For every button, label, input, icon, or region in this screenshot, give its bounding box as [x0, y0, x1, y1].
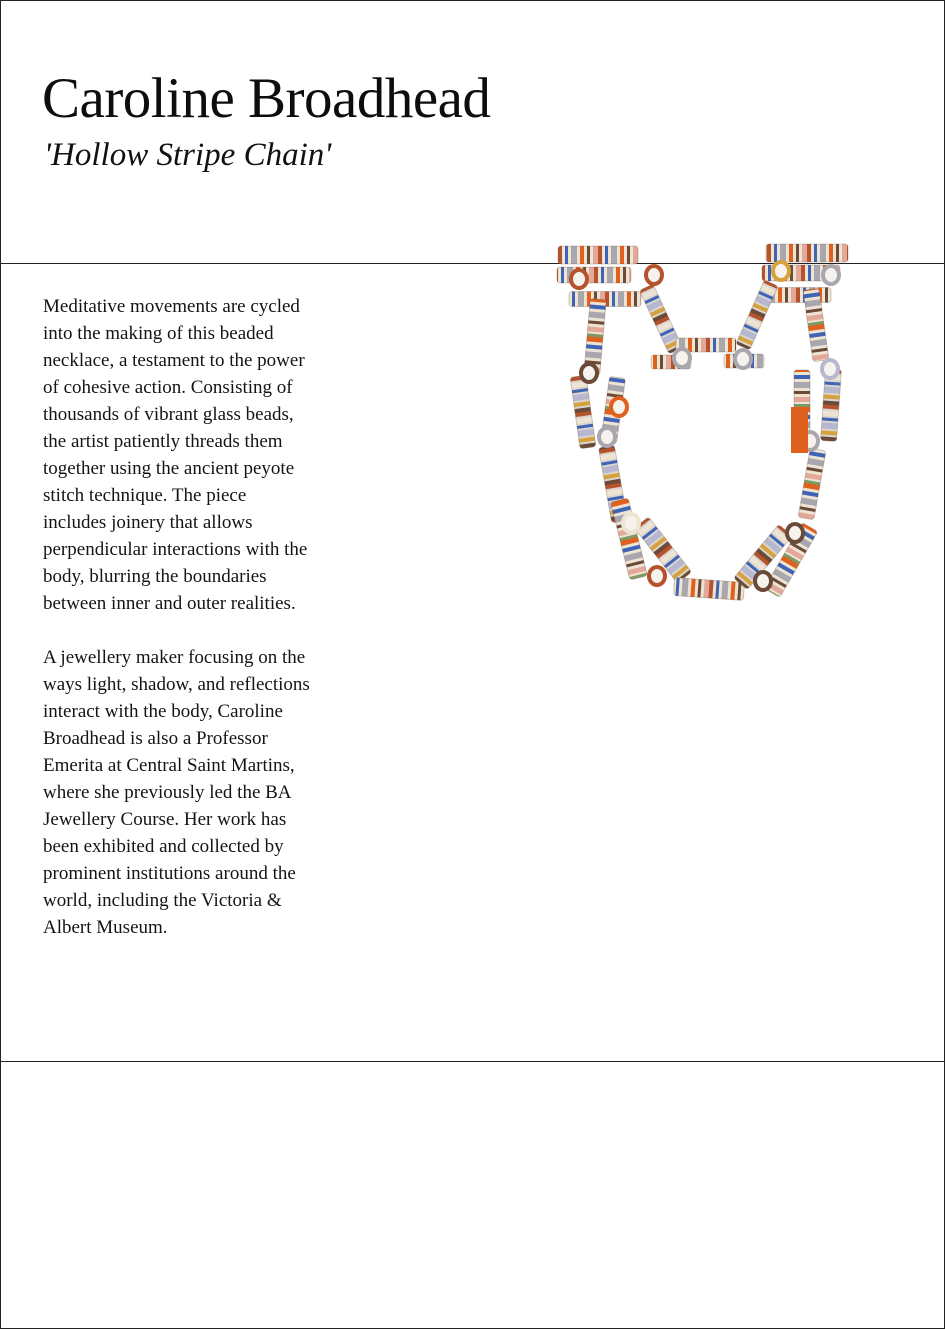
bead-ring [649, 567, 665, 585]
bead-tube [570, 375, 596, 449]
bead-ring [571, 270, 587, 288]
bead-ring [822, 360, 838, 378]
orange-bead-section [791, 407, 808, 453]
bead-ring [611, 398, 627, 416]
bead-ring [735, 350, 751, 368]
bead-ring [623, 514, 639, 532]
necklace-illustration [549, 237, 869, 617]
bead-ring [599, 428, 615, 446]
bead-tube [673, 578, 744, 601]
bead-ring [773, 262, 789, 280]
bead-ring [674, 349, 690, 367]
description-paragraph-2: A jewellery maker focusing on the ways light, shadow, and reflections interact with the body, Caroline Broadhead is also a Professor Emerita at Central Saint Martins, where she previously led the BA Jewellery Course. Her work has been exhibited and collected by prominent institutions around the world, including the Victoria & Albert Museum. [43, 647, 310, 938]
description-paragraph-1: Meditative movements are cycled into the making of this beaded necklace, a testament to the power of cohesive action. Consisting of thousands of vibrant glass beads, the artist patiently threads them together using the ancient peyote stitch technique. The piece includes joinery that allows perpendicular interactions with the body, blurring the boundaries between inner and outer realities. [43, 296, 308, 614]
bead-tube [611, 498, 648, 580]
bead-tube [798, 448, 826, 520]
bead-tube [557, 267, 631, 283]
bead-ring [646, 266, 662, 284]
bead-ring [787, 524, 803, 542]
bead-ring [581, 364, 597, 382]
necklace-image [549, 237, 869, 617]
bead-tube [736, 280, 778, 350]
bead-tube [558, 246, 638, 264]
artist-name: Caroline Broadhead [42, 67, 491, 130]
description [43, 293, 311, 968]
bead-ring [823, 266, 839, 284]
bead-ring [755, 572, 771, 590]
bead-tube [766, 244, 848, 262]
bottom-divider [1, 1061, 944, 1062]
work-title: 'Hollow Stripe Chain' [44, 137, 332, 173]
